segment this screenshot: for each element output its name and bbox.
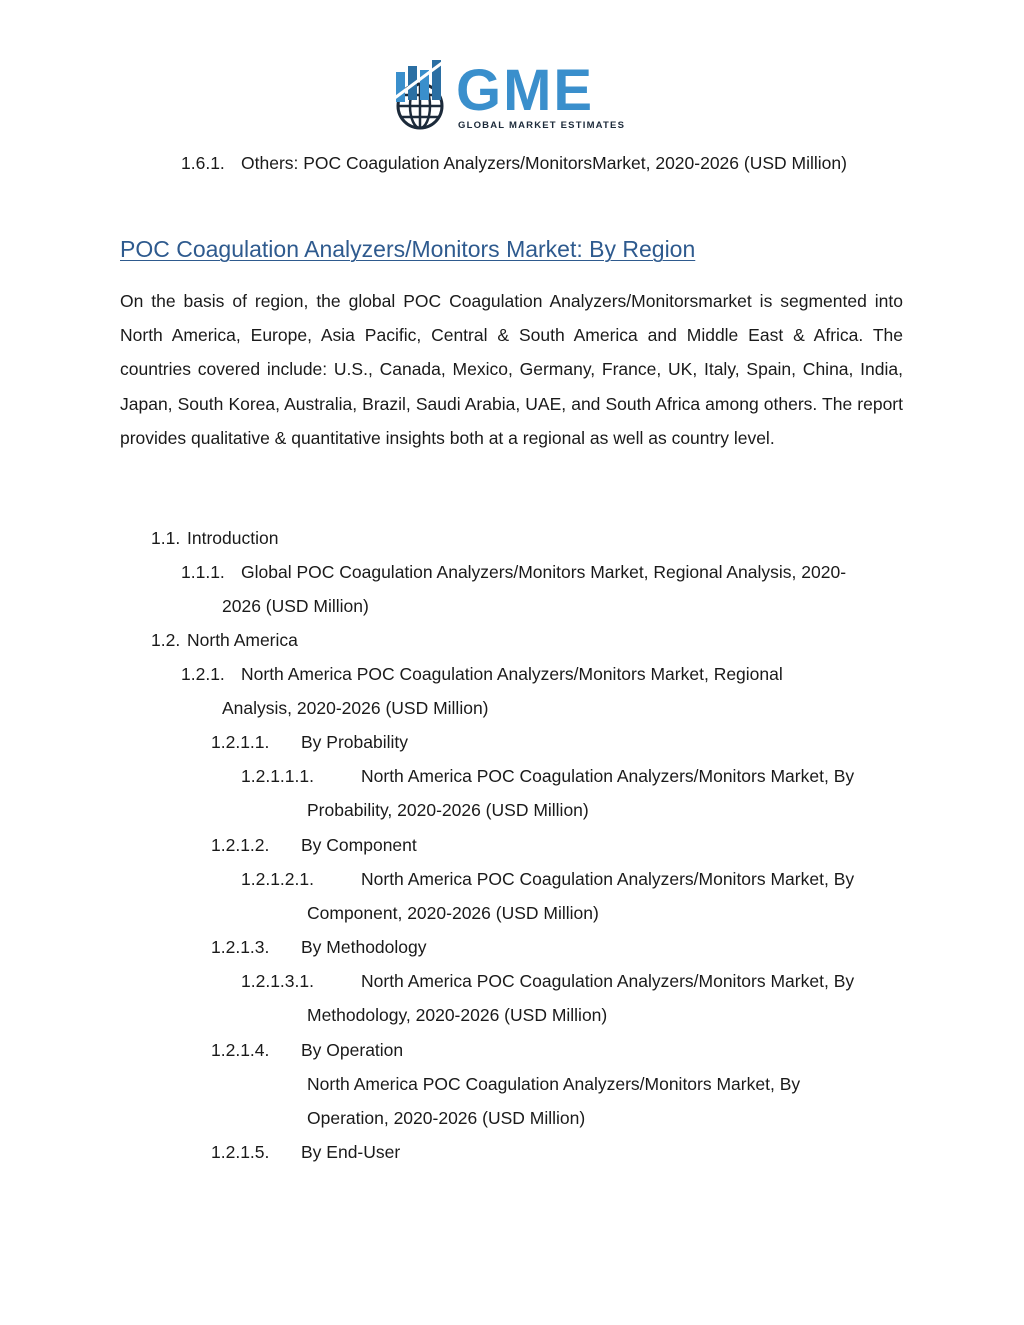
- toc-item-1-2-1-2: [211, 833, 417, 857]
- toc-number: 1.6.1.: [181, 153, 225, 173]
- toc-item-1-2-1-5: [211, 1140, 400, 1164]
- toc-item-1-2-1-1-1: [241, 764, 854, 788]
- toc-item-1-2-1-4-sub-cont: [307, 1106, 585, 1130]
- toc-item-1-6-1: [181, 151, 847, 175]
- logo-text: GME: [456, 58, 595, 123]
- toc-number: 1.2.1.1.: [211, 732, 270, 752]
- toc-item-1-2-1-1: [211, 730, 408, 754]
- toc-text: North America: [187, 630, 298, 650]
- toc-text: North America POC Coagulation Analyzers/Monitors Market, Regional: [241, 664, 783, 684]
- toc-text: Global POC Coagulation Analyzers/Monitors Market, Regional Analysis, 2020-: [241, 562, 847, 582]
- toc-number: 1.1.: [151, 528, 181, 548]
- toc-item-1-2-1-3-1-cont: [307, 1003, 607, 1027]
- toc-text: By Component: [301, 835, 417, 855]
- toc-item-1-1-1-cont: [222, 594, 369, 618]
- toc-text: By Methodology: [301, 937, 427, 957]
- toc-text: By Probability: [301, 732, 408, 752]
- toc-number: 1.2.1.4.: [211, 1040, 270, 1060]
- toc-item-1-1-1: [181, 560, 846, 584]
- toc-text: By Operation: [301, 1040, 404, 1060]
- section-paragraph: On the basis of region, the global POC Coagulation Analyzers/Monitorsmarket is segmented into North America, Europe, Asia Pacific, Central & South America and Middle East & Africa. The countries covered include: U.S., Canada, Mexico, Germany, France, UK, Italy, Spain, China, India, Japan, South Korea, Australia, Brazil, Saudi Arabia, UAE, and South Africa among others. The report provides qualitative & quantitative insights both at a regional as well as country level.: [120, 291, 903, 448]
- toc-number: 1.2.1.1.1.: [241, 766, 314, 786]
- toc-item-1-2-1-1-1-cont: [307, 798, 589, 822]
- toc-text: Operation, 2020-2026 (USD Million): [307, 1108, 586, 1128]
- toc-number: 1.2.1.3.: [211, 937, 270, 957]
- toc-text: North America POC Coagulation Analyzers/Monitors Market, By: [361, 869, 855, 889]
- toc-number: 1.2.1.3.1.: [241, 971, 314, 991]
- logo-tagline: GLOBAL MARKET ESTIMATES: [458, 120, 626, 131]
- section-heading: POC Coagulation Analyzers/Monitors Market: By Region: [120, 236, 696, 262]
- toc-item-1-2-1-4-sub: [307, 1072, 800, 1096]
- toc-text: Methodology, 2020-2026 (USD Million): [307, 1005, 608, 1025]
- toc-text: By End-User: [301, 1142, 401, 1162]
- toc-item-1-1: [151, 526, 278, 550]
- toc-number: 1.2.1.2.: [211, 835, 270, 855]
- toc-text: Analysis, 2020-2026 (USD Million): [222, 698, 489, 718]
- toc-item-1-2-1-4: [211, 1038, 403, 1062]
- toc-text: North America POC Coagulation Analyzers/Monitors Market, By: [361, 971, 855, 991]
- toc-item-1-2-1-2-1-cont: [307, 901, 599, 925]
- toc-number: 1.2.1.5.: [211, 1142, 270, 1162]
- toc-item-1-2-1-3-1: [241, 969, 854, 993]
- toc-text: North America POC Coagulation Analyzers/Monitors Market, By: [307, 1074, 801, 1094]
- toc-number: 1.2.1.2.1.: [241, 869, 314, 889]
- toc-number: 1.2.1.: [181, 664, 225, 684]
- toc-item-1-2: [151, 628, 298, 652]
- toc-number: 1.2.: [151, 630, 181, 650]
- toc-text: Probability, 2020-2026 (USD Million): [307, 800, 589, 820]
- toc-text: 2026 (USD Million): [222, 596, 369, 616]
- gme-logo: [386, 58, 642, 134]
- toc-item-1-2-1-3: [211, 935, 427, 959]
- toc-text: Component, 2020-2026 (USD Million): [307, 903, 599, 923]
- toc-item-1-2-1-2-1: [241, 867, 854, 891]
- toc-text: North America POC Coagulation Analyzers/Monitors Market, By: [361, 766, 855, 786]
- toc-number: 1.1.1.: [181, 562, 225, 582]
- toc-text: Others: POC Coagulation Analyzers/MonitorsMarket, 2020-2026 (USD Million): [241, 153, 847, 173]
- toc-item-1-2-1: [181, 662, 783, 686]
- toc-item-1-2-1-cont: [222, 696, 489, 720]
- toc-text: Introduction: [187, 528, 279, 548]
